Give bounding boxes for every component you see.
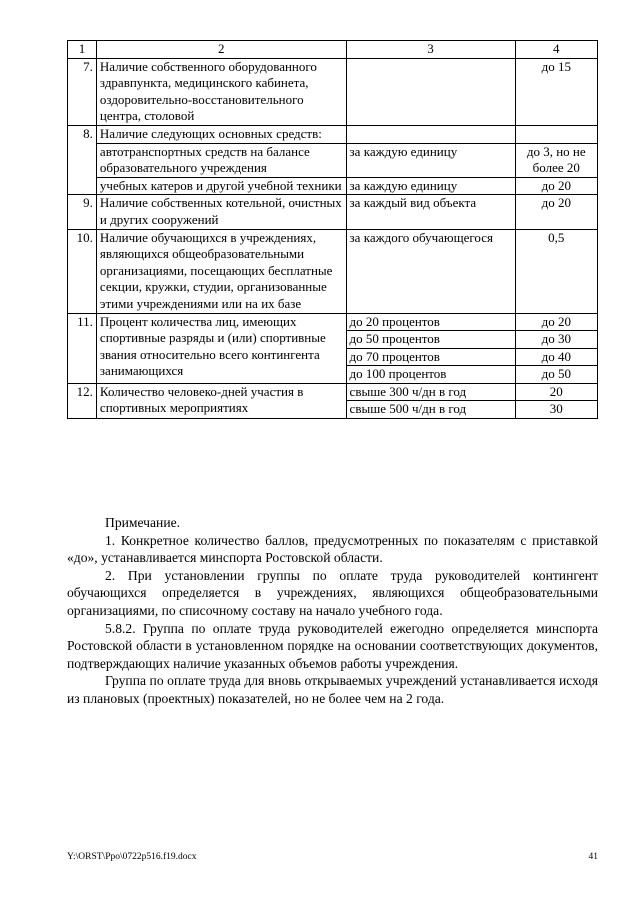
row-points: до 3, но не более 20 <box>515 143 597 177</box>
row-points: до 50 <box>515 366 597 384</box>
row-unit: за каждого обучающегося <box>346 229 515 313</box>
table-row <box>68 177 598 195</box>
header-cell: 3 <box>346 41 515 59</box>
table-row <box>68 195 598 229</box>
row-description: учебных катеров и другой учебной техники <box>96 177 346 195</box>
row-unit: до 70 процентов <box>346 348 515 366</box>
row-description: Наличие следующих основных средств: <box>96 125 346 143</box>
notes-section <box>67 514 598 708</box>
row-number: 8. <box>68 125 97 194</box>
row-number: 7. <box>68 58 97 125</box>
row-unit: свыше 500 ч/дн в год <box>346 401 515 419</box>
row-description: Наличие собственного оборудованного здравпункта, медицинского кабинета, оздоровительно-восстановительного центра, столовой <box>96 58 346 125</box>
row-points: 0,5 <box>515 229 597 313</box>
note-paragraph: 1. Конкретное количество баллов, предусмотренных по показателям с приставкой «до», устанавливается минспорта Ростовской области. <box>67 532 598 566</box>
row-points: 30 <box>515 401 597 419</box>
row-unit: за каждую единицу <box>346 177 515 195</box>
row-points: 20 <box>515 383 597 401</box>
table-row <box>68 58 598 125</box>
row-number: 12. <box>68 383 97 418</box>
table-header-row <box>68 41 598 59</box>
table-row <box>68 383 598 401</box>
scoring-table <box>67 40 598 419</box>
row-unit: до 50 процентов <box>346 331 515 349</box>
row-description: автотранспортных средств на балансе образовательного учреждения <box>96 143 346 177</box>
row-points <box>515 125 597 143</box>
row-description: Наличие обучающихся в учреждениях, являющихся общеобразовательными организациями, посещающих бесплатные секции, кружки, студии, организованные этими учреждениями или на их базе <box>96 229 346 313</box>
footer-file-path: Y:\ORST\Ppo\0722p516.f19.docx <box>67 852 197 862</box>
table-row <box>68 229 598 313</box>
notes-title: Примечание. <box>105 515 181 530</box>
row-number: 9. <box>68 195 97 229</box>
table-row <box>68 313 598 331</box>
row-unit: свыше 300 ч/дн в год <box>346 383 515 401</box>
row-points: до 15 <box>515 58 597 125</box>
row-description: Наличие собственных котельной, очистных и других сооружений <box>96 195 346 229</box>
row-unit: до 20 процентов <box>346 313 515 331</box>
row-unit: за каждую единицу <box>346 143 515 177</box>
row-unit: до 100 процентов <box>346 366 515 384</box>
header-cell: 4 <box>515 41 597 59</box>
row-points: до 20 <box>515 195 597 229</box>
row-unit: за каждый вид объекта <box>346 195 515 229</box>
row-description: Процент количества лиц, имеющих спортивные разряды и (или) спортивные звания относительно всего контингента занимающихся <box>96 313 346 383</box>
row-description: Количество человеко-дней участия в спортивных мероприятиях <box>96 383 346 418</box>
row-points: до 30 <box>515 331 597 349</box>
row-points: до 20 <box>515 313 597 331</box>
header-cell: 2 <box>96 41 346 59</box>
section-paragraph: Группа по оплате труда для вновь открываемых учреждений устанавливается исходя из плановых (проектных) показателей, но не более чем на 2 года. <box>67 673 598 706</box>
table-row <box>68 143 598 177</box>
row-unit <box>346 58 515 125</box>
row-number: 10. <box>68 229 97 313</box>
row-points: до 40 <box>515 348 597 366</box>
row-points: до 20 <box>515 177 597 195</box>
row-number: 11. <box>68 313 97 383</box>
row-unit <box>346 125 515 143</box>
header-cell: 1 <box>68 41 97 59</box>
table-row <box>68 125 598 143</box>
section-paragraph: 5.8.2. Группа по оплате труда руководителей ежегодно определяется минспорта Ростовской области в установленном порядке на основании соответствующих документов, подтверждающих наличие указанных объемов работы учреждения. <box>67 620 598 671</box>
note-paragraph: 2. При установлении группы по оплате труда руководителей контингент обучающихся определяется в учреждениях, являющихся общеобразовательными организациями, по списочному составу на начало учебного года. <box>67 567 598 618</box>
page-number: 41 <box>588 852 598 862</box>
